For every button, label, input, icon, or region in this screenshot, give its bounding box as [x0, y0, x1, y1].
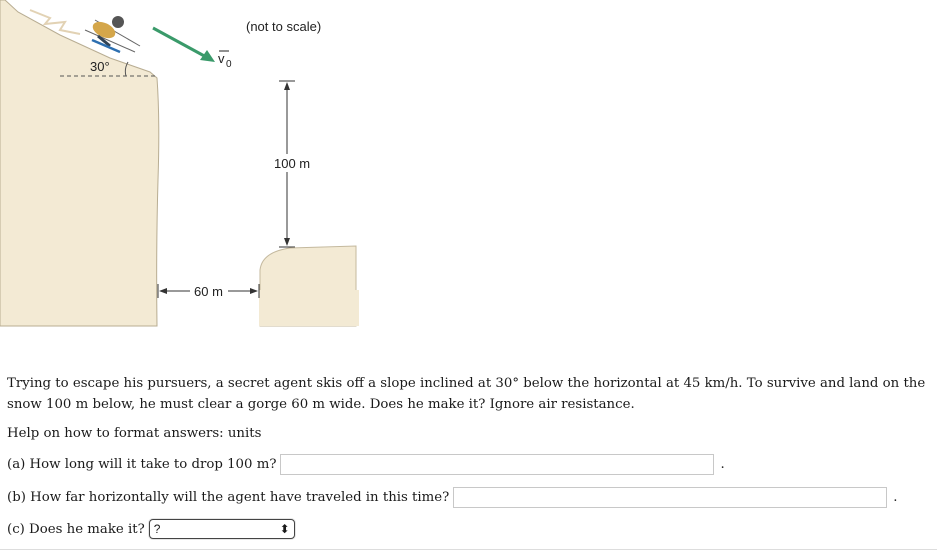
drop-arrowhead-up: [284, 82, 290, 90]
answer-c-selected-value: ?: [153, 522, 161, 536]
answer-b-input[interactable]: [453, 487, 887, 508]
angle-label: 30°: [90, 59, 110, 74]
question-a-label: (a) How long will it take to drop 100 m?: [7, 457, 277, 472]
skier-diagram: [0, 0, 420, 340]
velocity-arrow: [153, 28, 208, 58]
problem-statement: Trying to escape his pursuers, a secret agent skis off a slope inclined at 30° below the horizontal at 45 km/h. To survive and land on the snow 100 m below, he must clear a gorge 60 m wide. Does he make it? Ignore air resistance.: [7, 376, 926, 412]
velocity-subscript: 0: [226, 59, 232, 70]
question-a: [7, 454, 725, 475]
question-b: [7, 487, 898, 508]
answer-a-period: .: [720, 457, 725, 472]
gorge-arrowhead-left: [159, 288, 167, 294]
gorge-label: 60 m: [194, 284, 223, 299]
drop-arrowhead-down: [284, 238, 290, 246]
question-c-label: (c) Does he make it?: [7, 521, 145, 537]
help-text[interactable]: Help on how to format answers: units: [7, 426, 262, 441]
question-b-label: (b) How far horizontally will the agent have traveled in this time?: [7, 490, 450, 505]
dropdown-arrow-icon: ⬍: [279, 522, 290, 536]
velocity-label: v: [218, 51, 225, 66]
answer-a-input[interactable]: [280, 454, 714, 475]
question-c: [7, 519, 295, 539]
bottom-divider: [0, 549, 937, 550]
drop-label: 100 m: [274, 156, 311, 171]
not-to-scale-note: (not to scale): [246, 19, 322, 34]
gorge-arrowhead-right: [250, 288, 258, 294]
answer-b-period: .: [893, 490, 898, 505]
answer-c-dropdown[interactable]: [149, 519, 295, 539]
skier-icon: [85, 16, 140, 52]
left-cliff: [0, 0, 159, 326]
